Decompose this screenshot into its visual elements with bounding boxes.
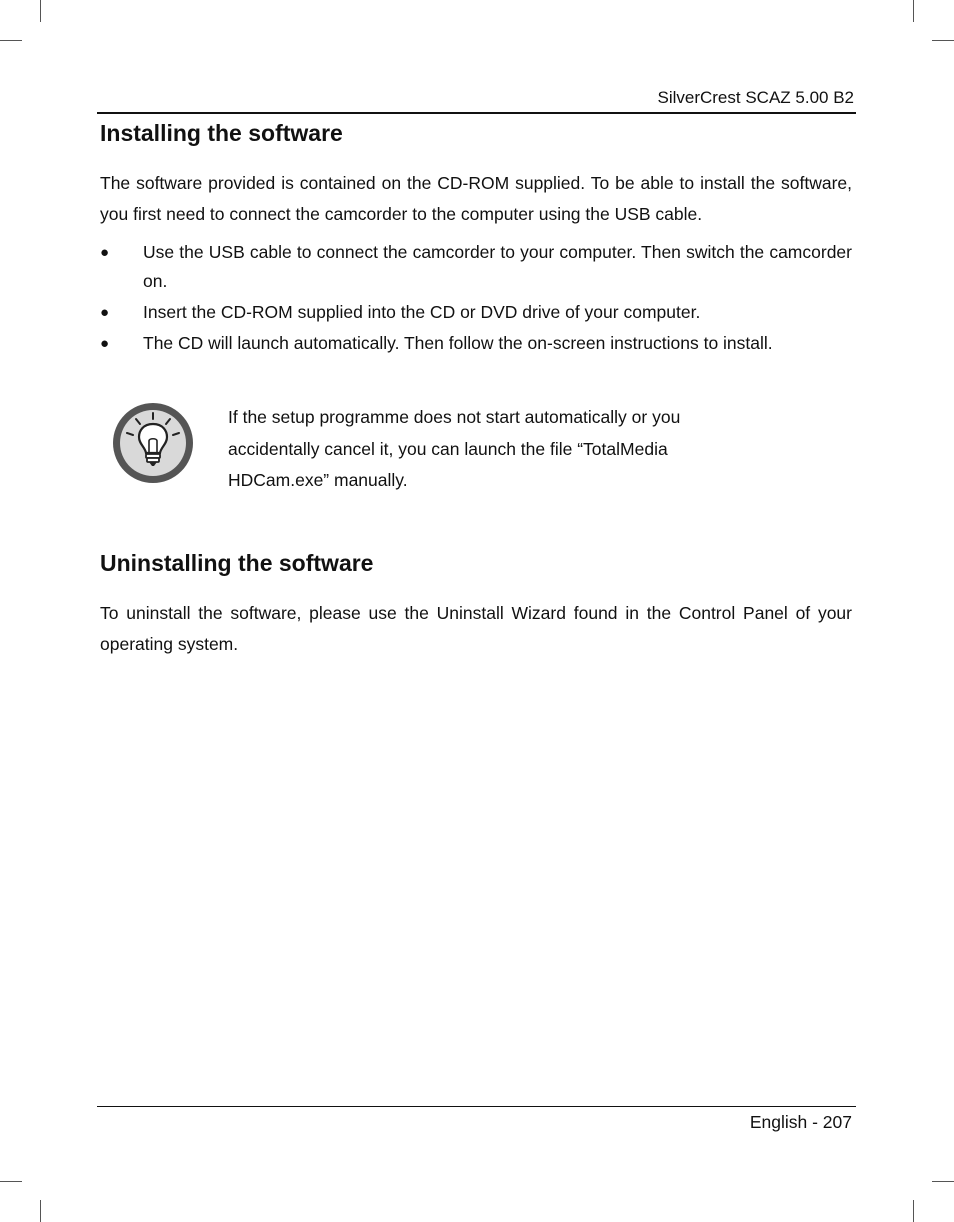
section-title-installing: Installing the software <box>100 120 343 146</box>
bullet-icon: ● <box>100 335 110 352</box>
page-header-product: SilverCrest SCAZ 5.00 B2 <box>657 88 854 107</box>
crop-mark <box>913 1200 914 1222</box>
list-item <box>100 298 852 327</box>
crop-mark <box>40 0 41 22</box>
crop-mark <box>0 1181 22 1182</box>
tip-text: If the setup programme does not start automatically or you accidentally cancel it, you can launch the file “TotalMedia HDCam.exe” manually. <box>228 407 681 490</box>
list-item <box>100 238 852 296</box>
install-intro-paragraph: The software provided is contained on the CD-ROM supplied. To be able to install the software, you first need to connect the camcorder to the computer using the USB cable. <box>100 173 852 224</box>
section-title-uninstalling: Uninstalling the software <box>100 550 374 576</box>
list-item <box>100 329 852 358</box>
header-rule <box>97 112 856 114</box>
list-item-text: The CD will launch automatically. Then follow the on-screen instructions to install. <box>143 333 773 353</box>
lightbulb-icon <box>110 400 196 486</box>
install-steps-list <box>100 238 852 360</box>
bullet-icon: ● <box>100 244 110 261</box>
bullet-icon: ● <box>100 304 110 321</box>
list-item-text: Use the USB cable to connect the camcorder to your computer. Then switch the camcorder on. <box>143 242 852 291</box>
page-number: English - 207 <box>749 1112 852 1132</box>
crop-mark <box>40 1200 41 1222</box>
footer-rule <box>97 1106 856 1107</box>
crop-mark <box>932 40 954 41</box>
list-item-text: Insert the CD-ROM supplied into the CD or DVD drive of your computer. <box>143 302 701 322</box>
crop-mark <box>913 0 914 22</box>
crop-mark <box>932 1181 954 1182</box>
crop-mark <box>0 40 22 41</box>
uninstall-paragraph: To uninstall the software, please use the Uninstall Wizard found in the Control Panel of your operating system. <box>100 603 852 654</box>
